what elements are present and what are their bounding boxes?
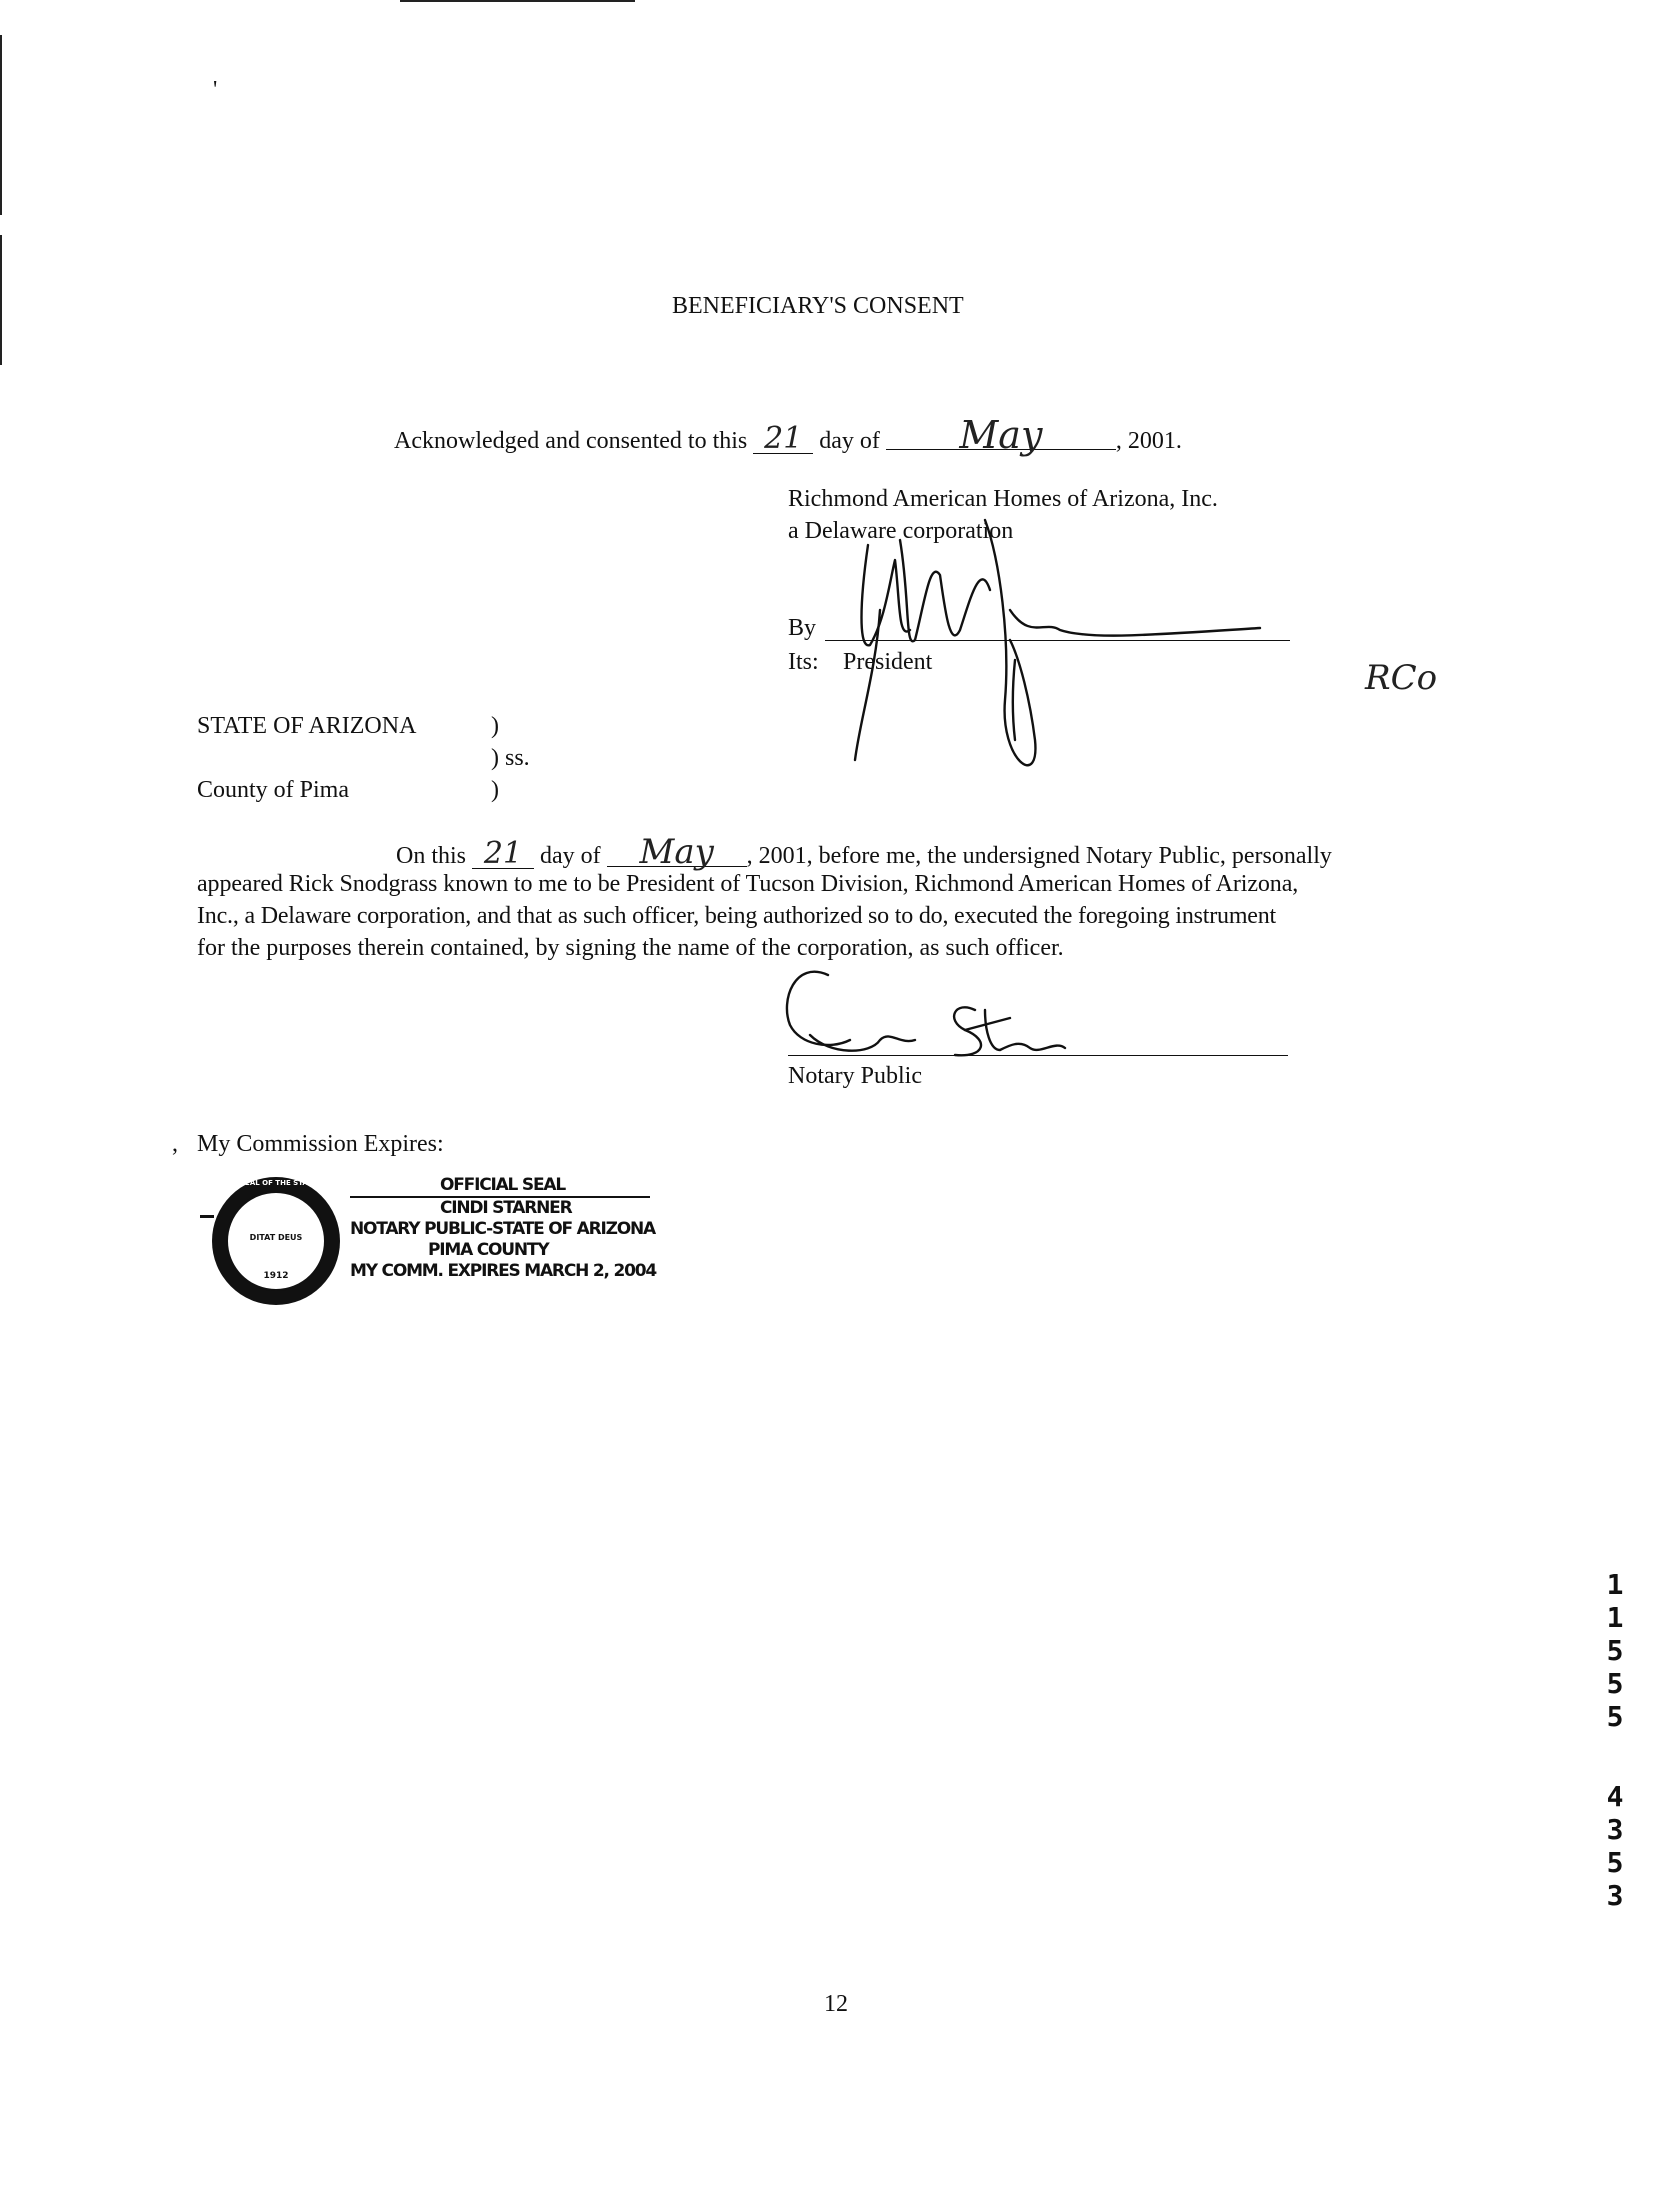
seal-line-1: OFFICIAL SEAL	[440, 1175, 565, 1195]
notary-line-2: appeared Rick Snodgrass known to me to be President of Tucson Division, Richmond American Homes of Arizona,	[197, 871, 1299, 897]
company-type: a Delaware corporation	[788, 518, 1014, 544]
ack-month-handwritten: May	[886, 421, 1116, 450]
notary-signature-line	[788, 1055, 1288, 1056]
scan-artifact-left-edge-1	[0, 35, 2, 215]
seal-emblem-center: DITAT DEUS	[249, 1233, 303, 1242]
margin-recording-number-bottom: 4 3 5 3	[1606, 1780, 1624, 1912]
document-title: BENEFICIARY'S CONSENT	[672, 293, 964, 319]
notary-day-of: day of	[540, 843, 601, 869]
seal-emblem-ring-text: GREAT SEAL OF THE STATE OF ARIZONA	[212, 1179, 369, 1187]
ack-day-of: day of	[819, 428, 880, 454]
its-label: Its:	[788, 649, 819, 675]
venue-state: STATE OF ARIZONA	[197, 713, 417, 739]
seal-line-2: CINDI STARNER	[350, 1196, 650, 1219]
notary-public-label: Notary Public	[788, 1063, 922, 1089]
notary-line-3: Inc., a Delaware corporation, and that as such officer, being authorized so to do, executed the foregoing instrument	[197, 903, 1277, 929]
company-name: Richmond American Homes of Arizona, Inc.	[788, 486, 1218, 512]
notary-on-this: On this	[396, 843, 467, 869]
venue-ss: ) ss.	[491, 745, 530, 771]
seal-emblem	[212, 1177, 369, 1305]
initials-handwritten: RCo	[1365, 658, 1438, 698]
commission-label: My Commission Expires:	[197, 1131, 444, 1157]
by-label: By	[788, 615, 817, 641]
notary-month-handwritten: May	[607, 838, 747, 867]
seal-line-4: PIMA COUNTY	[428, 1240, 549, 1260]
stray-mark: '	[213, 77, 218, 103]
notary-year-before: , 2001, before me, the undersigned Notary Public, personally	[746, 843, 1332, 869]
seal-text-block	[350, 1175, 656, 1282]
official-seal-stamp	[200, 1175, 680, 1310]
commission-mark: ,	[172, 1131, 178, 1157]
page-number: 12	[824, 1991, 848, 2017]
ack-year: , 2001.	[1115, 428, 1182, 454]
notary-line-1	[396, 832, 1332, 872]
venue-paren-1: )	[491, 713, 499, 739]
ack-day-handwritten: 21	[753, 425, 813, 454]
venue-paren-3: )	[491, 777, 499, 803]
notary-day-handwritten: 21	[472, 840, 534, 869]
seal-line-5: MY COMM. EXPIRES MARCH 2, 2004	[350, 1261, 656, 1281]
margin-recording-number-top: 1 1 5 5 5	[1606, 1568, 1624, 1733]
scan-artifact-top-line	[400, 0, 635, 2]
scan-artifact-left-edge-2	[0, 235, 2, 365]
by-signature-line	[825, 640, 1290, 641]
notary-line-4: for the purposes therein contained, by signing the name of the corporation, as such officer.	[197, 935, 1064, 961]
seal-line-3: NOTARY PUBLIC-STATE OF ARIZONA	[350, 1219, 656, 1239]
acknowledgment-line	[394, 413, 1182, 457]
venue-county: County of Pima	[197, 777, 350, 803]
seal-left-bar	[200, 1215, 214, 1218]
its-value: President	[843, 649, 933, 675]
seal-emblem-year: 1912	[263, 1271, 289, 1281]
ack-prefix: Acknowledged and consented to this	[394, 428, 748, 454]
